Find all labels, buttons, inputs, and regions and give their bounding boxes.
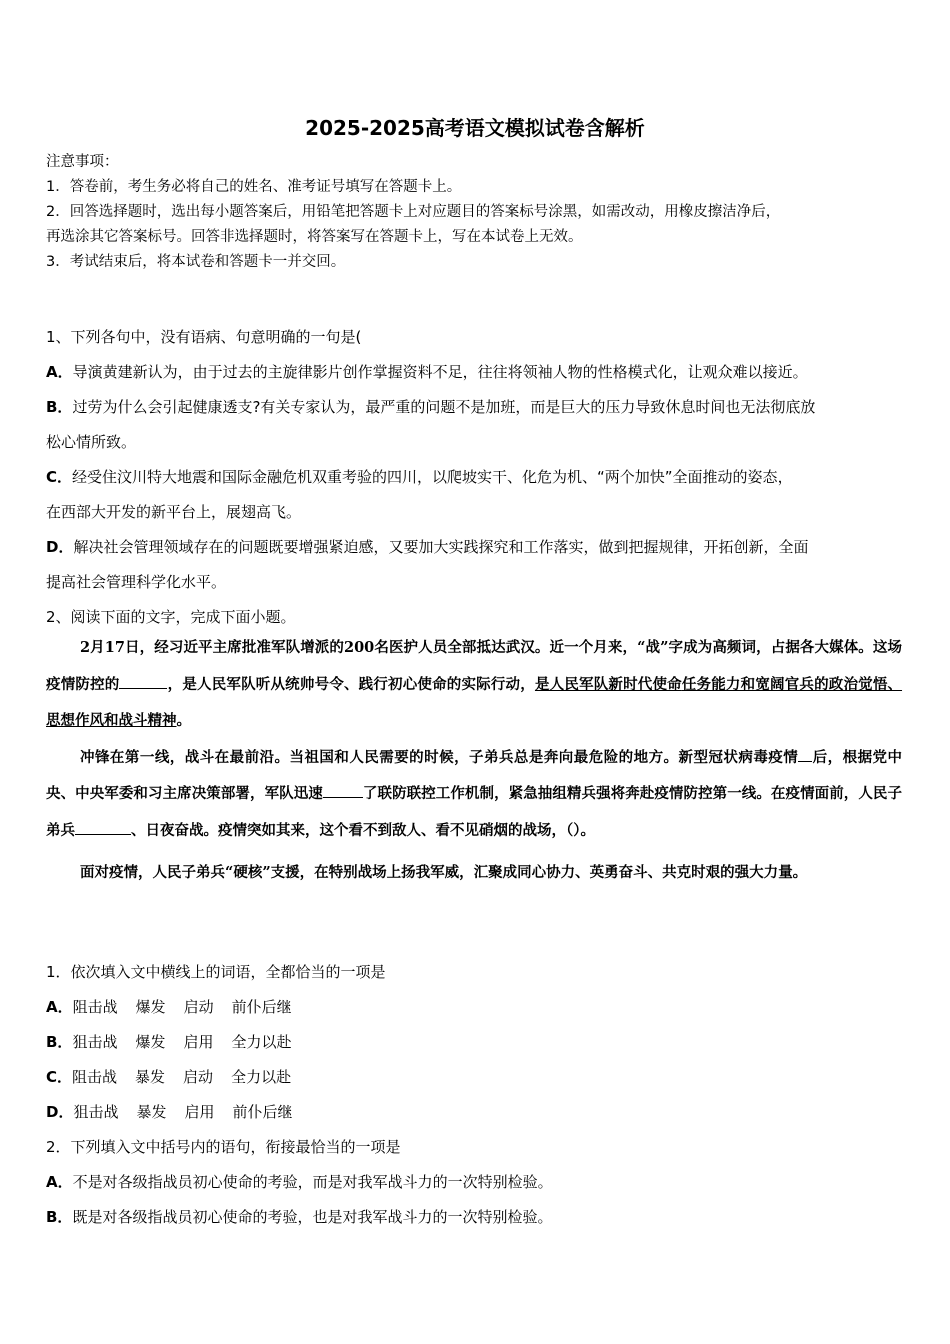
option-word: 爆发	[135, 998, 166, 1016]
passage-text: 、日夜奋战。疫情突如其来，这个看不到敌人、看不见硝烟的战场，（	[131, 821, 574, 839]
option-word: 启动	[183, 1068, 214, 1086]
passage-text: 冲锋在第一线，战斗在最前沿。当祖国和人民需要的时候，子弟兵总是奔向最危险的地方。新型冠状病毒疫情	[80, 748, 799, 766]
sub-question-2-option-a	[46, 1165, 906, 1200]
question-1-option-c-cont: 在西部大开发的新平台上，展翅高飞。	[46, 503, 302, 521]
notice-item-2a: 2．回答选择题时，选出每小题答案后，用铅笔把答题卡上对应题目的答案标号涂黑，如需改动，用橡皮擦洁净后，	[46, 204, 781, 220]
passage-text: 2月17日，经习近平主席批准军队增派的200名医护人员全部抵达武汉。近一个月来，“战”字成为高频词，占	[80, 639, 786, 656]
passage-paragraph-1	[46, 630, 902, 740]
option-word: 启用	[184, 1103, 215, 1121]
option-word: 阻击战	[72, 1068, 118, 1086]
option-label: A．	[46, 1173, 73, 1191]
reading-passage	[46, 630, 902, 892]
question-1-option-d-cont: 提高社会管理科学化水平。	[46, 573, 227, 591]
underlined-text: 任务能力和宽阔官兵的政治觉悟、思想作风和战斗精神	[46, 675, 903, 729]
passage-paragraph-2	[46, 740, 902, 850]
question-1-option-d	[46, 530, 906, 565]
option-word: 阻击战	[72, 998, 118, 1016]
notice-section	[46, 150, 906, 275]
question-1-stem: 1、下列各句中，没有语病、句意明确的一句是(	[46, 328, 362, 346]
sub-question-1-option-b	[46, 1025, 906, 1060]
option-label: A．	[46, 998, 73, 1016]
sub-question-1-option-c	[46, 1060, 906, 1095]
passage-text: 后，根据党中央、中央军委和习主席决策部署，军队迅速	[46, 748, 902, 802]
passage-text: 据各大媒体。这场疫情防控的	[46, 639, 903, 693]
sub-question-1-option-d	[46, 1095, 906, 1130]
notice-item-2b: 再选涂其它答案标号。回答非选择题时，将答案写在答题卡上，写在本试卷上无效。	[46, 229, 583, 245]
question-2-stem: 2、阅读下面的文字，完成下面小题。	[46, 608, 296, 626]
option-label: C．	[46, 1068, 73, 1086]
option-label: C．	[46, 468, 73, 486]
option-word: 全力以赴	[231, 1033, 292, 1051]
option-word: 启动	[183, 998, 214, 1016]
option-label: B．	[46, 1208, 73, 1226]
option-word: 启用	[183, 1033, 214, 1051]
option-label: B．	[46, 1033, 73, 1051]
option-text: 不是对各级指战员初心使命的考验，而是对我军战斗力的一次特别检验。	[72, 1173, 553, 1191]
option-word: 爆发	[135, 1033, 166, 1051]
underlined-text: 是人民军队新时代使命	[534, 675, 682, 693]
sub-question-2-stem: 2．下列填入文中括号内的语句，衔接最恰当的一项是	[46, 1138, 401, 1156]
notice-heading: 注意事项：	[46, 154, 119, 170]
page-title: 2025-2025高考语文模拟试卷含解析	[305, 116, 645, 140]
fill-blank	[798, 747, 812, 762]
option-word: 暴发	[136, 1103, 167, 1121]
option-word: 狙击战	[72, 1033, 118, 1051]
question-1-option-b-cont: 松心情所致。	[46, 433, 137, 451]
option-label: A．	[46, 363, 73, 381]
passage-text: 控第一线。在疫情面前，人民子弟兵	[46, 785, 903, 839]
option-text: 导演黄建新认为，由于过去的主旋律影片创作掌握资料不足，往往将领袖人物的性格模式化，让观众难以接近。	[72, 363, 808, 381]
question-1	[46, 320, 906, 635]
question-1-option-a	[46, 355, 906, 390]
notice-item-3: 3．考试结束后，将本试卷和答题卡一并交回。	[46, 254, 346, 270]
sub-question-1-option-a	[46, 990, 906, 1025]
passage-text: ，是人民军队听从统帅号令、践行初心使命的实际行动，	[167, 675, 535, 693]
sub-question-1-stem: 1．依次填入文中横线上的词语，全都恰当的一项是	[46, 963, 386, 981]
question-1-option-c	[46, 460, 906, 495]
option-word: 前仆后继	[231, 998, 292, 1016]
passage-paragraph-3	[46, 855, 902, 892]
option-label: D．	[46, 1103, 74, 1121]
passage-text: ）。	[573, 821, 595, 839]
question-1-option-b	[46, 390, 906, 425]
option-word: 狙击战	[73, 1103, 119, 1121]
option-word: 全力以赴	[231, 1068, 292, 1086]
option-text: 解决社会管理领域存在的问题既要增强紧迫感，又要加大实践探究和工作落实，做到把握规律，开拓创新，全面	[73, 538, 809, 556]
sub-questions	[46, 955, 906, 1235]
option-text: 过劳为什么会引起健康透支?有关专家认为，最严重的问题不是加班，而是巨大的压力导致休息时间也无法彻底放	[72, 398, 816, 416]
notice-item-1: 1．答卷前，考生务必将自己的姓名、准考证号填写在答题卡上。	[46, 179, 462, 195]
passage-text: 了联防联控工作机制，紧急抽组精兵强将奔赴疫情防	[362, 785, 699, 802]
fill-blank	[323, 783, 363, 798]
sub-question-2-option-b	[46, 1200, 906, 1235]
option-text: 既是对各级指战员初心使命的考验，也是对我军战斗力的一次特别检验。	[72, 1208, 553, 1226]
option-label: B．	[46, 398, 73, 416]
passage-text: 。	[176, 712, 191, 729]
option-label: D．	[46, 538, 74, 556]
fill-blank	[119, 674, 167, 689]
option-word: 前仆后继	[232, 1103, 293, 1121]
passage-text: 量。	[778, 864, 808, 881]
option-word: 暴发	[135, 1068, 166, 1086]
option-text: 经受住汶川特大地震和国际金融危机双重考验的四川，以爬坡实干、化危为机、“两个加快”全面推动的姿态，	[72, 468, 793, 486]
passage-text: 面对疫情，人民子弟兵“硬核”支援，在特别战场上扬我军威，汇聚成同心协力、英勇奋斗、共克时艰的强大力	[80, 864, 779, 881]
fill-blank	[75, 820, 131, 835]
